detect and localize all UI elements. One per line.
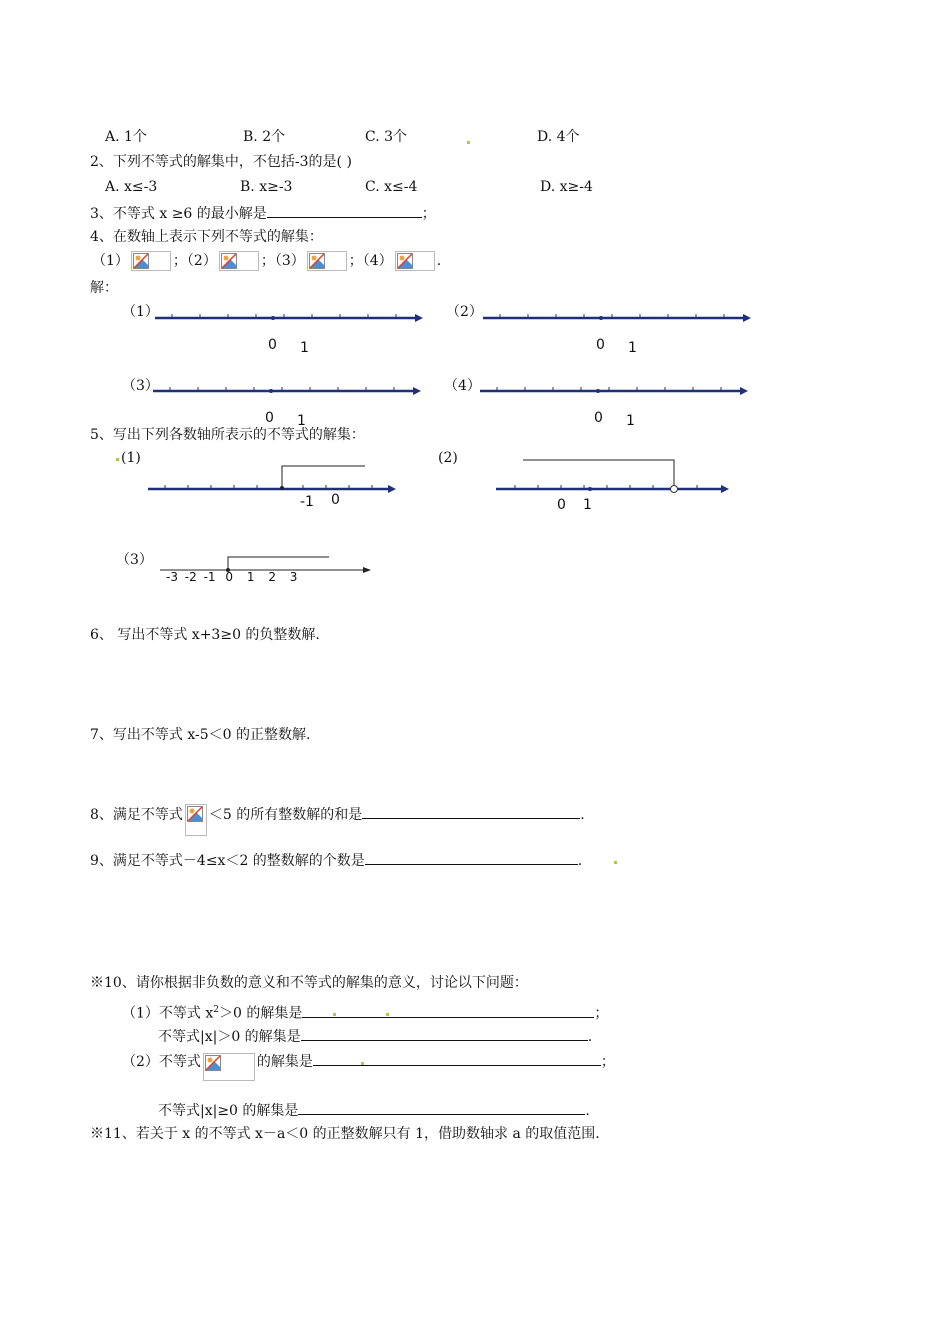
q10-part1b-blank[interactable] [301, 1026, 588, 1041]
q8-text-mid: ＜5 的所有整数解的和是 [208, 807, 363, 823]
axis-2-one: 1 [628, 340, 637, 356]
q10-part1b-text: 不等式|x|＞0 的解集是 [158, 1029, 301, 1045]
q5-label-3: （3） [116, 552, 153, 568]
q4-item-label: ；（4） [348, 253, 393, 269]
axis-5-3-ticks [166, 570, 297, 584]
missing-image-icon [185, 804, 207, 836]
q9-line [90, 850, 582, 870]
q10-part1a-end: ； [594, 1005, 609, 1022]
artifact-dot [467, 141, 470, 144]
axis-3-label: （3） [122, 378, 159, 394]
axis-5-3-tick: -1 [203, 570, 216, 584]
q9-text: 9、满足不等式－4≤x＜2 的整数解的个数是 [90, 853, 365, 869]
number-line-1 [150, 310, 425, 326]
axis-4-zero: 0 [594, 410, 603, 426]
q5-label-1: (1) [121, 450, 141, 466]
missing-image-icon [219, 251, 259, 271]
axis-5-2-one: 1 [583, 497, 592, 513]
q10-part2a-blank[interactable] [313, 1051, 601, 1066]
artifact-dot [614, 861, 617, 864]
q4-text: 4、在数轴上表示下列不等式的解集： [90, 229, 323, 245]
artifact-dot [386, 1013, 389, 1016]
q3-answer-blank[interactable] [267, 203, 422, 218]
axis-2-label: （2） [446, 304, 483, 320]
q7-text: 7、写出不等式 x-5＜0 的正整数解. [90, 727, 311, 743]
q10-superscript: 2 [213, 1005, 219, 1015]
q3-text: 3、不等式 x ≥6 的最小解是 [90, 206, 267, 222]
q10-part2b-blank[interactable] [298, 1100, 585, 1115]
q10-part1b [158, 1026, 592, 1046]
q3-end: ； [421, 206, 436, 222]
q8-text: 8、满足不等式 [90, 807, 183, 823]
q8-line [90, 804, 585, 836]
q10-title: ※10、请你根据非负数的意义和不等式的解集的意义，讨论以下问题： [90, 975, 528, 991]
q2-text: 2、下列不等式的解集中，不包括-3的是( ) [90, 154, 352, 170]
q2-option-b: B. x≥-3 [240, 179, 293, 195]
axis-5-2-zero: 0 [557, 497, 566, 513]
axis-1-label: （1） [122, 304, 159, 320]
q3-line [90, 203, 436, 223]
q4-end: . [436, 253, 442, 269]
axis-3-one: 1 [297, 413, 306, 429]
number-line-5-1 [145, 462, 400, 498]
missing-image-icon [395, 251, 435, 271]
axis-1-one: 1 [300, 340, 309, 356]
q10-part1a [122, 1001, 608, 1023]
q10-part2a [122, 1051, 615, 1081]
q2-option-c: C. x≤-4 [365, 179, 418, 195]
q11-text: ※11、若关于 x 的不等式 x－a＜0 的正整数解只有 1，借助数轴求 a 的取值范围. [90, 1126, 600, 1142]
q1-option-a: A. 1个 [105, 129, 147, 145]
artifact-dot [361, 1062, 364, 1065]
q10-part2a-text-post: 的解集是 [256, 1054, 313, 1070]
q10-part2a-end: ； [600, 1054, 615, 1070]
artifact-dot [116, 458, 119, 461]
q10-part1a-text-post: ＞0 的解集是 [219, 1005, 303, 1022]
q10-part2b-end: . [585, 1103, 590, 1119]
q5-text: 5、写出下列各数轴所表示的不等式的解集： [90, 427, 365, 443]
number-line-3 [148, 383, 423, 399]
q8-end: . [580, 807, 585, 823]
axis-3-zero: 0 [265, 410, 274, 426]
axis-5-3-tick: -3 [166, 570, 178, 584]
number-line-4 [475, 383, 750, 399]
q6-text: 6、 写出不等式 x+3≥0 的负整数解. [90, 627, 320, 643]
axis-5-3-tick: 2 [268, 570, 276, 584]
q10-part2a-text: （2）不等式 [122, 1054, 201, 1070]
axis-5-1-neg-one: -1 [300, 494, 314, 510]
axis-4-one: 1 [626, 413, 635, 429]
axis-5-3-tick: 1 [246, 570, 255, 584]
missing-image-icon [131, 251, 171, 271]
missing-image-icon [307, 251, 347, 271]
axis-4-label: （4） [444, 378, 481, 394]
q9-end: . [577, 853, 583, 869]
q10-part1b-end: . [587, 1029, 593, 1045]
axis-5-3-tick: 3 [289, 570, 298, 584]
q1-option-c: C. 3个 [365, 129, 408, 145]
q5-label-2: (2) [438, 450, 458, 466]
q8-answer-blank[interactable] [362, 804, 580, 819]
number-line-2 [478, 310, 753, 326]
artifact-dot [333, 1013, 336, 1016]
missing-image-icon [203, 1053, 255, 1081]
q4-item-label: ；（2） [172, 253, 217, 269]
q4-item-label: ；（3） [260, 253, 305, 269]
axis-5-1-zero: 0 [331, 492, 340, 508]
axis-5-3-tick: 0 [225, 570, 234, 584]
solution-label: 解： [90, 280, 118, 296]
q1-option-b: B. 2个 [243, 129, 286, 145]
q1-option-d: D. 4个 [537, 129, 580, 145]
axis-2-zero: 0 [596, 337, 605, 353]
number-line-5-2 [493, 455, 735, 497]
q2-option-d: D. x≥-4 [540, 179, 593, 195]
q2-option-a: A. x≤-3 [105, 179, 158, 195]
q10-part1a-blank[interactable] [302, 1003, 594, 1018]
axis-5-3-tick: -2 [184, 570, 197, 584]
q10-part2b-text: 不等式|x|≥0 的解集是 [158, 1103, 299, 1119]
q4-items [92, 250, 441, 272]
q9-answer-blank[interactable] [365, 850, 578, 865]
axis-1-zero: 0 [268, 337, 277, 353]
q4-item-label: （1） [92, 253, 129, 269]
q10-part2b [158, 1100, 590, 1120]
q10-part1a-text: （1）不等式 x [122, 1005, 214, 1022]
